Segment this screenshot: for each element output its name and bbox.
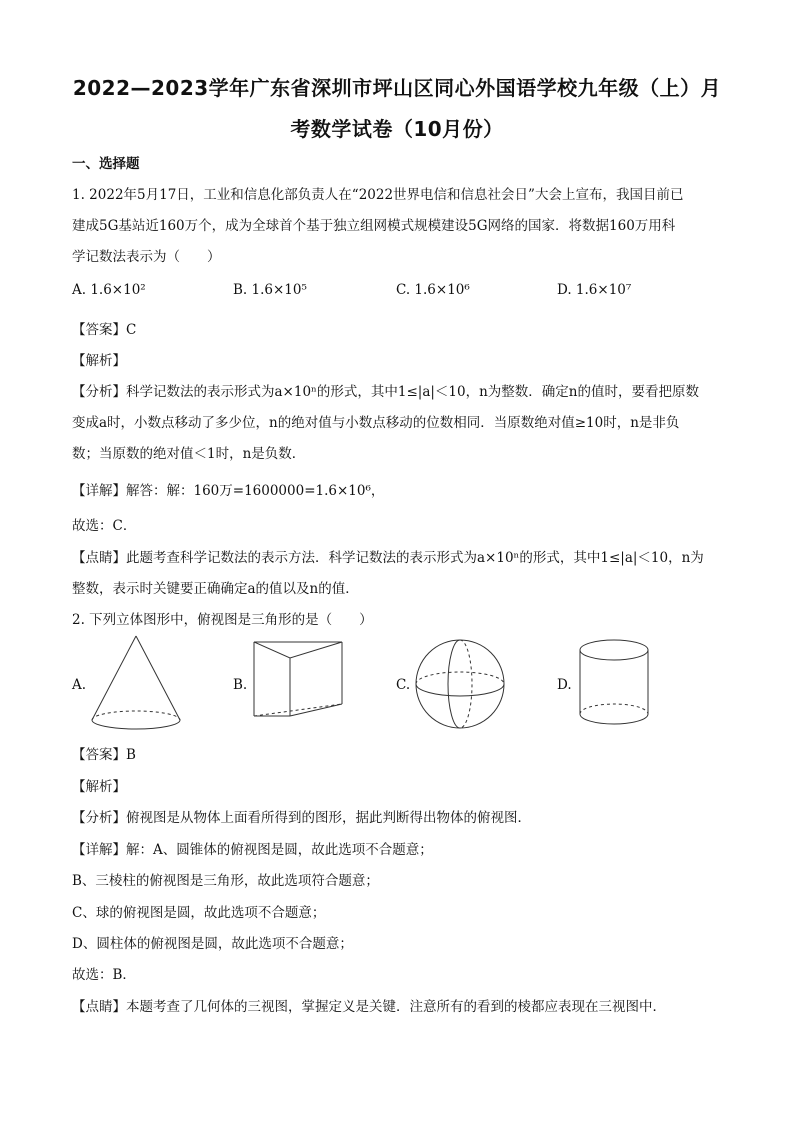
q1-dianjing-line2: 整数，表示时关键要正确确定a的值以及n的值． <box>72 581 359 597</box>
q1-fenxi-line3: 数；当原数的绝对值＜1时，n是负数． <box>72 446 306 462</box>
q1-option-b: B. 1.6×10⁵ <box>233 282 307 298</box>
q1-answer: 【答案】C <box>72 322 137 338</box>
q2-choose: 故选：B． <box>72 967 136 983</box>
q2-analysis-head: 【解析】 <box>72 779 126 795</box>
q1-line2: 建成5G基站近160万个，成为全球首个基于独立组网模式规模建设5G网络的国家．将数据160万用科 <box>72 218 676 234</box>
q1-line3: 学记数法表示为（ ） <box>72 249 221 265</box>
q2-stem: 2. 下列立体图形中，俯视图是三角形的是（ ） <box>72 612 373 628</box>
doc-title-line1: 2022—2023学年广东省深圳市坪山区同心外国语学校九年级（上）月 <box>72 76 722 100</box>
q1-line1: 1. 2022年5月17日，工业和信息化部负责人在“2022世界电信和信息社会日”大会上宣布，我国目前已 <box>72 187 684 203</box>
q1-option-c: C. 1.6×10⁶ <box>396 282 470 298</box>
triangular-prism-figure <box>250 636 346 722</box>
q2-detail-line3: C、球的俯视图是圆，故此选项不合题意； <box>72 905 326 921</box>
q2-fig-label-b: B. <box>233 677 248 693</box>
q2-dianjing: 【点睛】本题考查了几何体的三视图，掌握定义是关键．注意所有的看到的棱都应表现在三视图中． <box>72 999 666 1015</box>
q1-choose: 故选：C． <box>72 518 137 534</box>
q2-detail-line4: D、圆柱体的俯视图是圆，故此选项不合题意； <box>72 936 353 952</box>
q1-analysis-head: 【解析】 <box>72 353 126 369</box>
doc-title-line2: 考数学试卷（10月份） <box>290 117 504 141</box>
q1-dianjing-line1: 【点睛】此题考查科学记数法的表示方法．科学记数法的表示形式为a×10ⁿ的形式，其中1≤|a|＜10，n为 <box>72 550 704 566</box>
q1-fenxi-line1: 【分析】科学记数法的表示形式为a×10ⁿ的形式，其中1≤|a|＜10，n为整数．确定n的值时，要看把原数 <box>72 384 699 400</box>
q2-detail-line1: 【详解】解：A、圆锥体的俯视图是圆，故此选项不合题意； <box>72 842 433 858</box>
q1-detail: 【详解】解答：解：160万=1600000=1.6×10⁶， <box>72 483 385 499</box>
q2-fenxi: 【分析】俯视图是从物体上面看所得到的图形，据此判断得出物体的俯视图． <box>72 810 531 826</box>
q1-option-d: D. 1.6×10⁷ <box>557 282 632 298</box>
sphere-figure <box>412 636 508 732</box>
q2-fig-label-d: D. <box>557 677 572 693</box>
q2-detail-line2: B、三棱柱的俯视图是三角形，故此选项符合题意； <box>72 873 379 889</box>
q1-fenxi-line2: 变成a时，小数点移动了多少位，n的绝对值与小数点移动的位数相同．当原数绝对值≥10时，n是非负 <box>72 415 680 431</box>
q1-option-a: A. 1.6×10² <box>72 282 146 298</box>
q2-fig-label-a: A. <box>72 677 87 693</box>
section-heading: 一、选择题 <box>72 156 140 172</box>
q2-fig-label-c: C. <box>396 677 411 693</box>
q2-answer: 【答案】B <box>72 747 136 763</box>
cone-figure <box>88 632 184 732</box>
cylinder-figure <box>576 636 652 730</box>
